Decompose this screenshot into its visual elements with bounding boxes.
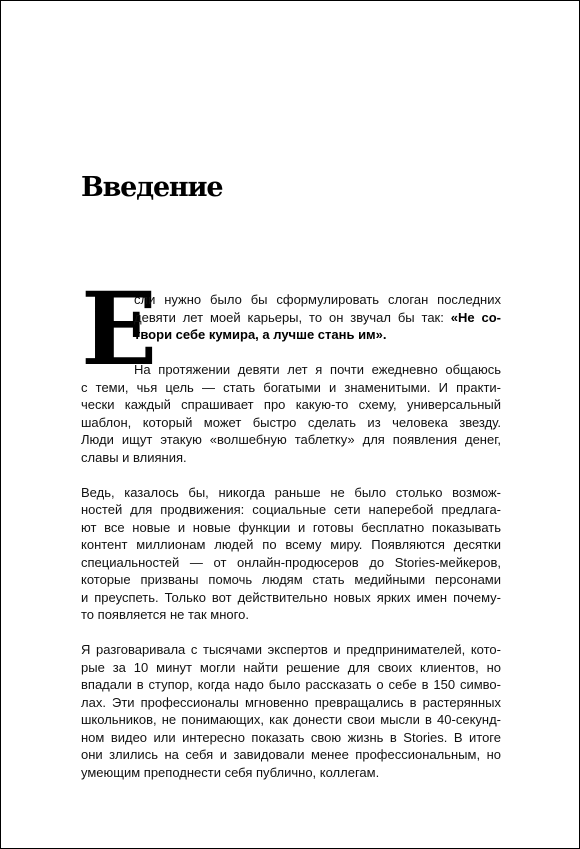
text-line: ностей для продвижения: социальные сети наперебой предлага-	[81, 502, 501, 517]
text-line: они злились на себя и завидовали менее профессиональным, но	[81, 747, 501, 762]
text-line: специальностей — от онлайн-продюсеров до Stories-мейкеров,	[81, 554, 501, 570]
text-line: с теми, чья цель — стать богатыми и знаменитыми. И практи-	[81, 379, 501, 395]
text-line: шаблон, который может быстро сделать из человека звезду.	[81, 414, 501, 430]
text-line: контент миллионам людей по всему миру. Появляются десятки	[81, 537, 501, 552]
text-line: то появляется не так много.	[81, 607, 249, 622]
paragraph-two	[81, 361, 501, 466]
text-line: умеющим преподнести себя публично, коллегам.	[81, 764, 380, 780]
paragraph-gap	[81, 624, 501, 642]
drop-cap: Е	[81, 270, 158, 388]
text-line-part: девяти лет моей карьеры, то он звучал бы так:	[134, 309, 451, 325]
text-line: славы и влияния.	[81, 449, 187, 465]
text-line: впадали в ступор, когда надо было рассказать о себе в 150 симво-	[81, 677, 501, 692]
bold-quote-text: твори себе кумира, а лучше стань им».	[134, 327, 387, 342]
text-line: чески каждый спрашивает про какую-то схему, универсальный	[81, 397, 501, 412]
text-line: и преуспеть. Только вот действительно новых ярких имен почему-	[81, 589, 501, 605]
text-line: школьников, не понимающих, как донести свои мысли в 40-секунд-	[81, 712, 501, 727]
text-line: лах. Эти профессионалы мгновенно превращались в растерянных	[81, 694, 501, 710]
text-line-spacer	[134, 344, 501, 362]
text-line	[134, 309, 501, 327]
text-line: Люди ищут этакую «волшебную таблетку» для появления денег,	[81, 432, 501, 447]
text-line: которые призваны помочь людям стать медийными персонами	[81, 572, 501, 587]
bold-quote-start: «Не со-	[450, 309, 501, 325]
bold-quote-end	[134, 326, 501, 344]
text-line: ют все новые и новые функции и готовы бесплатно показывать	[81, 519, 501, 535]
text-line: Ведь, казалось бы, никогда раньше не было столько возмож-	[81, 484, 501, 500]
text-line: сли нужно было бы сформулировать слоган последних	[134, 292, 501, 307]
text-line: Я разговаривала с тысячами экспертов и предпринимателей, кото-	[81, 642, 501, 657]
body-text	[81, 270, 501, 781]
paragraph-three	[81, 484, 501, 624]
paragraph-gap	[81, 466, 501, 484]
text-line: На протяжении девяти лет я почти ежедневно общаюсь	[134, 362, 501, 377]
text-line: ном видео или интересно показать свою жизнь в Stories. В итоге	[81, 729, 501, 745]
text-line: рые за 10 минут могли найти решение для своих клиентов, но	[81, 659, 501, 675]
paragraph-four	[81, 641, 501, 781]
chapter-title: Введение	[81, 172, 223, 203]
